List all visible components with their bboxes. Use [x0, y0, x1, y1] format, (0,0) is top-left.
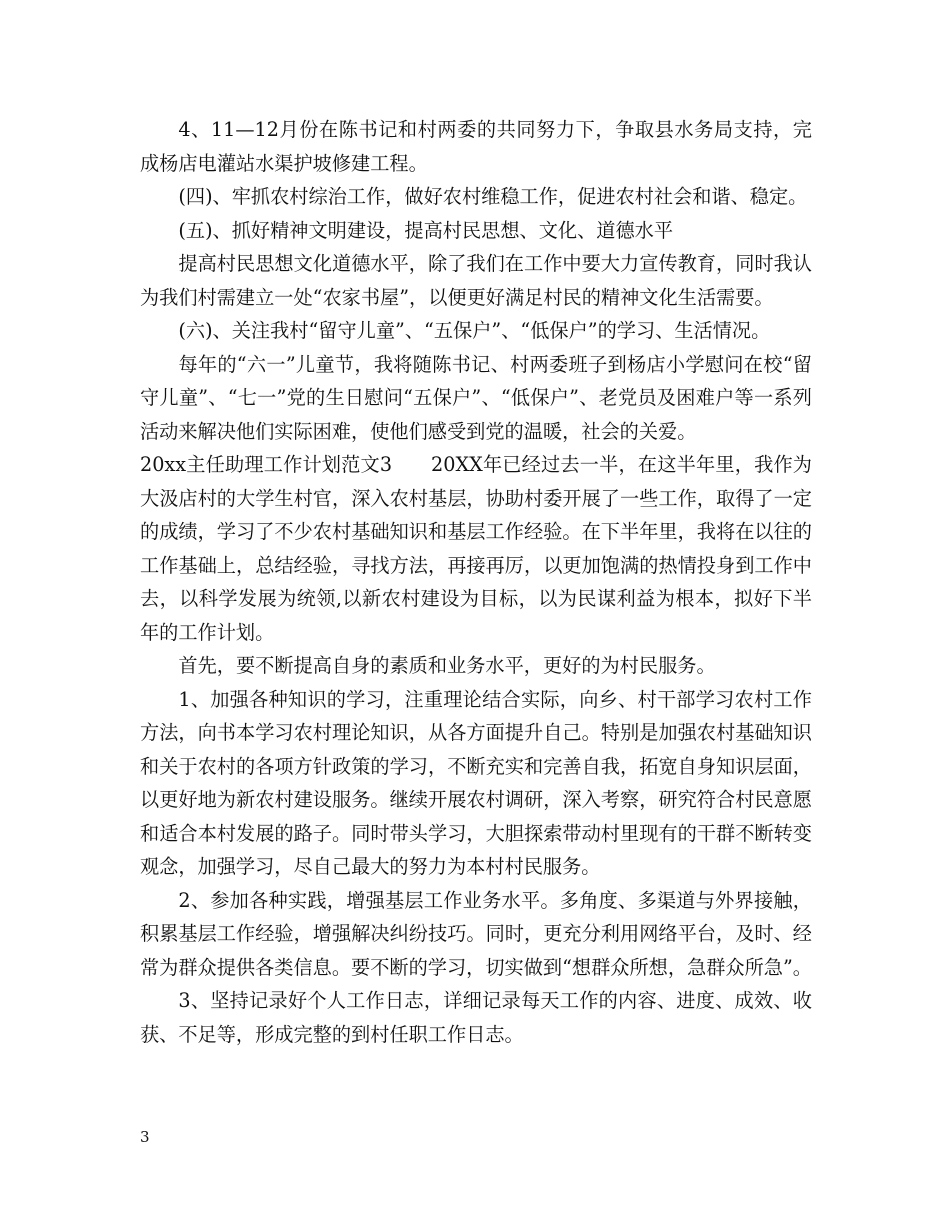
section-heading-six: (六)、关注我村“留守儿童”、“五保户”、“低保户”的学习、生活情况。: [178, 319, 771, 342]
paragraph-item-2: 2、参加各种实践，增强基层工作业务水平。多角度、多渠道与外界接触，积累基层工作经验，增强解决纠纷技巧。同时，更充分利用网络平台，及时、经常为群众提供各类信息。要不断的学习，切实做到“想群众所想，急群众所急”。: [140, 888, 812, 979]
paragraph-item-4: 4、11—12月份在陈书记和村两委的共同努力下，争取县水务局支持，完成杨店电灌站水渠护坡修建工程。: [140, 118, 812, 175]
section-heading-five: (五)、抓好精神文明建设，提高村民思想、文化、道德水平: [178, 218, 674, 242]
document-body: [140, 113, 812, 1051]
paragraph-first-point: 首先，要不断提高自身的素质和业务水平，更好的为村民服务。: [178, 654, 716, 677]
paragraph-item-3: 3、坚持记录好个人工作日志，详细记录每天工作的内容、进度、成效、收获、不足等，形成完整的到村任职工作日志。: [140, 989, 812, 1046]
paragraph-item-1: 1、加强各种知识的学习，注重理论结合实际，向乡、村干部学习农村工作方法，向书本学习农村理论知识，从各方面提升自己。特别是加强农村基础知识和关于农村的各项方针政策的学习，不断充实和完善自我，拓宽自身知识层面，以更好地为新农村建设服务。继续开展农村调研，深入考察，研究符合村民意愿和适合本村发展的路子。同时带头学习，大胆探索带动村里现有的干群不断转变观念，加强学习，尽自己最大的努力为本村村民服务。: [140, 687, 812, 878]
paragraph-children-care: 每年的“六一”儿童节，我将随陈书记、村两委班子到杨店小学慰问在校“留守儿童”、“七一”党的生日慰问“五保户”、“低保户”、老党员及困难户等一系列活动来解决他们实际困难，使他们感受到党的温暖，社会的关爱。: [140, 352, 812, 443]
paragraph-plan-title: 20xx主任助理工作计划范文3 20XX年已经过去一半，在这半年里，我作为大汲店村的大学生村官，深入农村基层，协助村委开展了一些工作，取得了一定的成绩，学习了不少农村基础知识和基层工作经验。在下半年里，我将在以往的工作基础上，总结经验，寻找方法，再接再厉，以更加饱满的热情投身到工作中去，以科学发展为统领,以新农村建设为目标，以为民谋利益为根本，拟好下半年的工作计划。: [140, 453, 812, 644]
section-heading-four: (四)、牢抓农村综治工作，做好农村维稳工作，促进农村社会和谐、稳定。: [178, 185, 808, 208]
paragraph-culture-building: 提高村民思想文化道德水平，除了我们在工作中要大力宣传教育，同时我认为我们村需建立一处“农家书屋”，以便更好满足村民的精神文化生活需要。: [140, 252, 812, 309]
page-number: 3: [140, 1128, 150, 1146]
